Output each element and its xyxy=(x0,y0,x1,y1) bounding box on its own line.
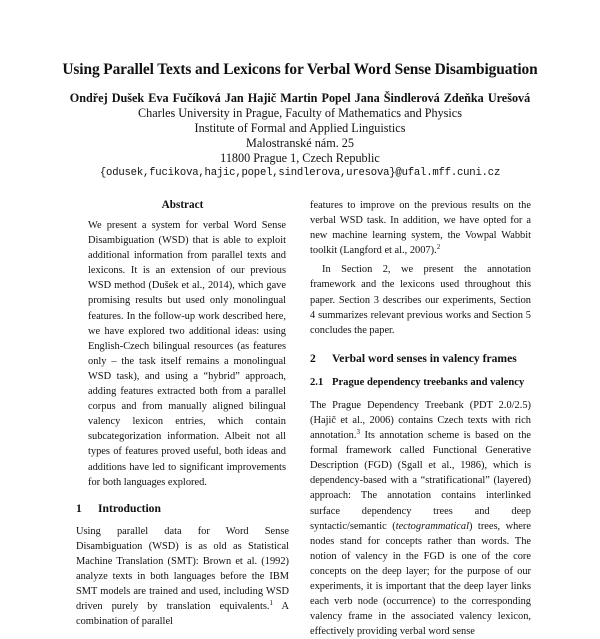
footnote-marker[interactable]: 3 xyxy=(356,428,360,437)
footnote-marker[interactable]: 1 xyxy=(269,599,273,608)
footnote-marker[interactable]: 2 xyxy=(436,243,441,252)
affiliation-line-institute: Institute of Formal and Applied Linguistics xyxy=(194,121,406,135)
section-heading-verbal-word-senses xyxy=(310,352,531,366)
subsection-title: Prague dependency treebanks and valency xyxy=(332,376,525,388)
right-column xyxy=(310,198,531,639)
left-column xyxy=(76,198,289,629)
author-list: Ondřej Dušek Eva Fučíková Jan Hajič Martin Popel Jana Šindlerová Zdeňka Urešová xyxy=(69,91,531,105)
section-title: Verbal word senses in valency frames xyxy=(332,351,517,365)
affiliation-line-city: 11800 Prague 1, Czech Republic xyxy=(220,151,380,165)
author-emails: {odusek,fucikova,hajic,popel,sindlerova,uresova}@ufal.mff.cuni.cz xyxy=(99,167,501,179)
abstract-text: We present a system for verbal Word Sense Disambiguation (WSD) that is able to exploit additional information from parallel texts and lexicons. It is an extension of our previous WSD method (Dušek et al., 2014), which gave promising results but used only monolingual features. In the follow-up work described here, we have explored two additional ideas: using English-Czech bilingual resources (as features only – the task itself remains a monolingual WSD task), and using a “hybrid” approach, adding features extracted both from a parallel corpus and from manually aligned bilingual valency lexicon entries, which contain subcategorization information. Albeit not all types of features proved useful, both ideas and additions have led to significant improvements for both languages explored. xyxy=(88,220,286,488)
paragraph-text: features to improve on the previous results on the verbal WSD task. In addition, we have opted for a new machine learning system, the Vowpal Wabbit toolkit (Langford et al., 2007). xyxy=(310,200,531,257)
introduction-paragraph xyxy=(76,524,289,630)
introduction-text: Using parallel data for Word Sense Disambiguation (WSD) is as old as Statistical Machine Translation (SMT): Brown et al. (1992) analyze texts in both languages before the IBM SMT models are trained and used, including WSD driven purely by translation equivalents. xyxy=(76,525,289,613)
paragraph-text: ) trees, where nodes stand for concepts rather than words. The notion of valency in the FGD is one of the core concepts on the deep layer; for the purpose of our experiments, it is important that the deep layer links each verb node (occurrence) to the corresponding valency frame in the associated valency lexicon, effectively providing verbal word sense xyxy=(310,520,531,638)
paragraph-prague-dependency-treebank xyxy=(310,398,531,639)
section-heading-introduction xyxy=(76,502,289,516)
section-number: 1 xyxy=(76,501,82,515)
affiliation-line-street: Malostranské nám. 25 xyxy=(246,136,354,150)
paragraph-outline: In Section 2, we present the annotation framework and the lexicons used throughout this paper. Section 3 describes our experiments, Section 4 summarizes relevant previous works and Section 5 concludes the paper. xyxy=(310,264,531,336)
section-number: 2 xyxy=(310,351,316,365)
paragraph-text: Its annotation scheme is based on the formal framework called Functional Generative Description (FGD) (Sgall et al., 1986), which is dependency-based with a “stratificational” (layered) approach: The annotation contains interlinked surface dependency trees and deep syntactic/semantic ( xyxy=(310,430,531,532)
paragraph-text: The Prague Dependency Treebank (PDT 2.0/2.5) (Hajič et al., 2006) contains Czech texts with rich annotation. xyxy=(310,399,531,442)
introduction-text-continued: A combination of parallel xyxy=(76,601,289,628)
abstract-heading: Abstract xyxy=(161,199,204,211)
paragraph-continued xyxy=(310,198,531,258)
paper-title: Using Parallel Texts and Lexicons for Verbal Word Sense Disambiguation xyxy=(62,61,538,78)
section-title: Introduction xyxy=(98,501,161,515)
italic-term: tectogrammatical xyxy=(395,520,469,532)
affiliation-line-university: Charles University in Prague, Faculty of Mathematics and Physics xyxy=(138,106,462,120)
subsection-heading-prague-treebanks xyxy=(310,375,531,390)
subsection-number: 2.1 xyxy=(310,376,324,388)
